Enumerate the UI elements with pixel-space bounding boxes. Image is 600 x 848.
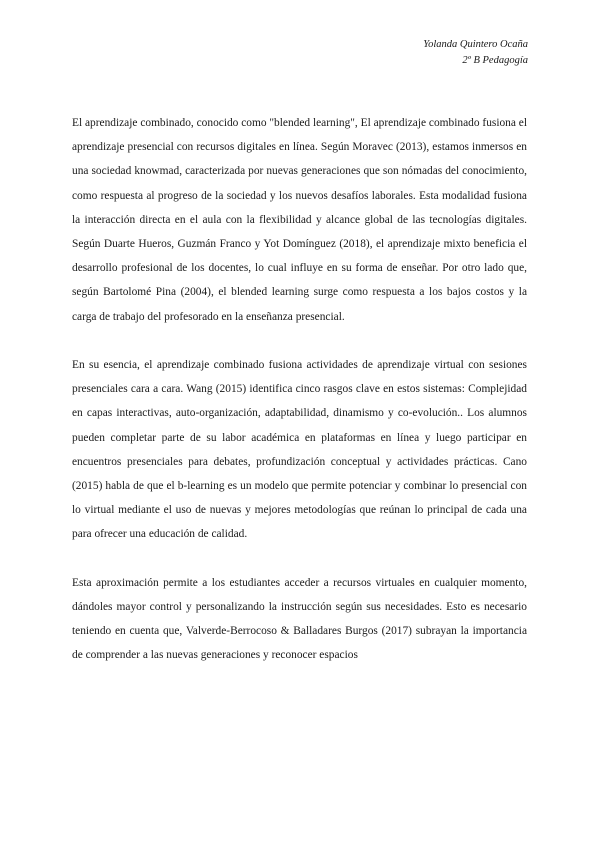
- header-course: 2º B Pedagogía: [462, 55, 528, 66]
- paragraph-2: En su esencia, el aprendizaje combinado fusiona actividades de aprendizaje virtual con sesiones presenciales cara a cara. Wang (2015) identifica cinco rasgos clave en estos sistemas: Complejidad en capas interactivas, auto-organización, adaptabilidad, dinamismo y co-evolución.. Los alumnos pueden completar parte de su labor académica en plataformas en línea y luego participar en encuentros presenciales para debates, profundización conceptual y actividades prácticas. Cano (2015) habla de que el b-learning es un modelo que permite potenciar y combinar lo presencial con lo virtual mediante el uso de nuevas y mejores metodologías que reúnan lo principal de cada una para ofrecer una educación de calidad.: [72, 359, 527, 541]
- paragraph-1: El aprendizaje combinado, conocido como "blended learning", El aprendizaje combinado fusiona el aprendizaje presencial con recursos digitales en línea. Según Moravec (2013), estamos inmersos en una sociedad knowmad, caracterizada por nuevas generaciones que son nómadas del conocimiento, como respuesta al progreso de la sociedad y los nuevos desafíos laborales. Esta modalidad fusiona la interacción directa en el aula con la flexibilidad y alcance global de las tecnologías digitales. Según Duarte Hueros, Guzmán Franco y Yot Domínguez (2018), el aprendizaje mixto beneficia el desarrollo profesional de los docentes, lo cual influye en su forma de enseñar. Por otro lado que, según Bartolomé Pina (2004), el blended learning surge como respuesta a los bajos costos y la carga de trabajo del profesorado en la enseñanza presencial.: [72, 117, 527, 323]
- document-body: [72, 111, 527, 692]
- header-author: Yolanda Quintero Ocaña: [423, 39, 528, 50]
- paragraph-3: Esta aproximación permite a los estudiantes acceder a recursos virtuales en cualquier momento, dándoles mayor control y personalizando la instrucción según sus necesidades. Esto es necesario teniendo en cuenta que, Valverde-Berrocoso & Balladares Burgos (2017) subrayan la importancia de comprender a las nuevas generaciones y reconocer espacios: [72, 576, 527, 662]
- page-header: [423, 37, 528, 69]
